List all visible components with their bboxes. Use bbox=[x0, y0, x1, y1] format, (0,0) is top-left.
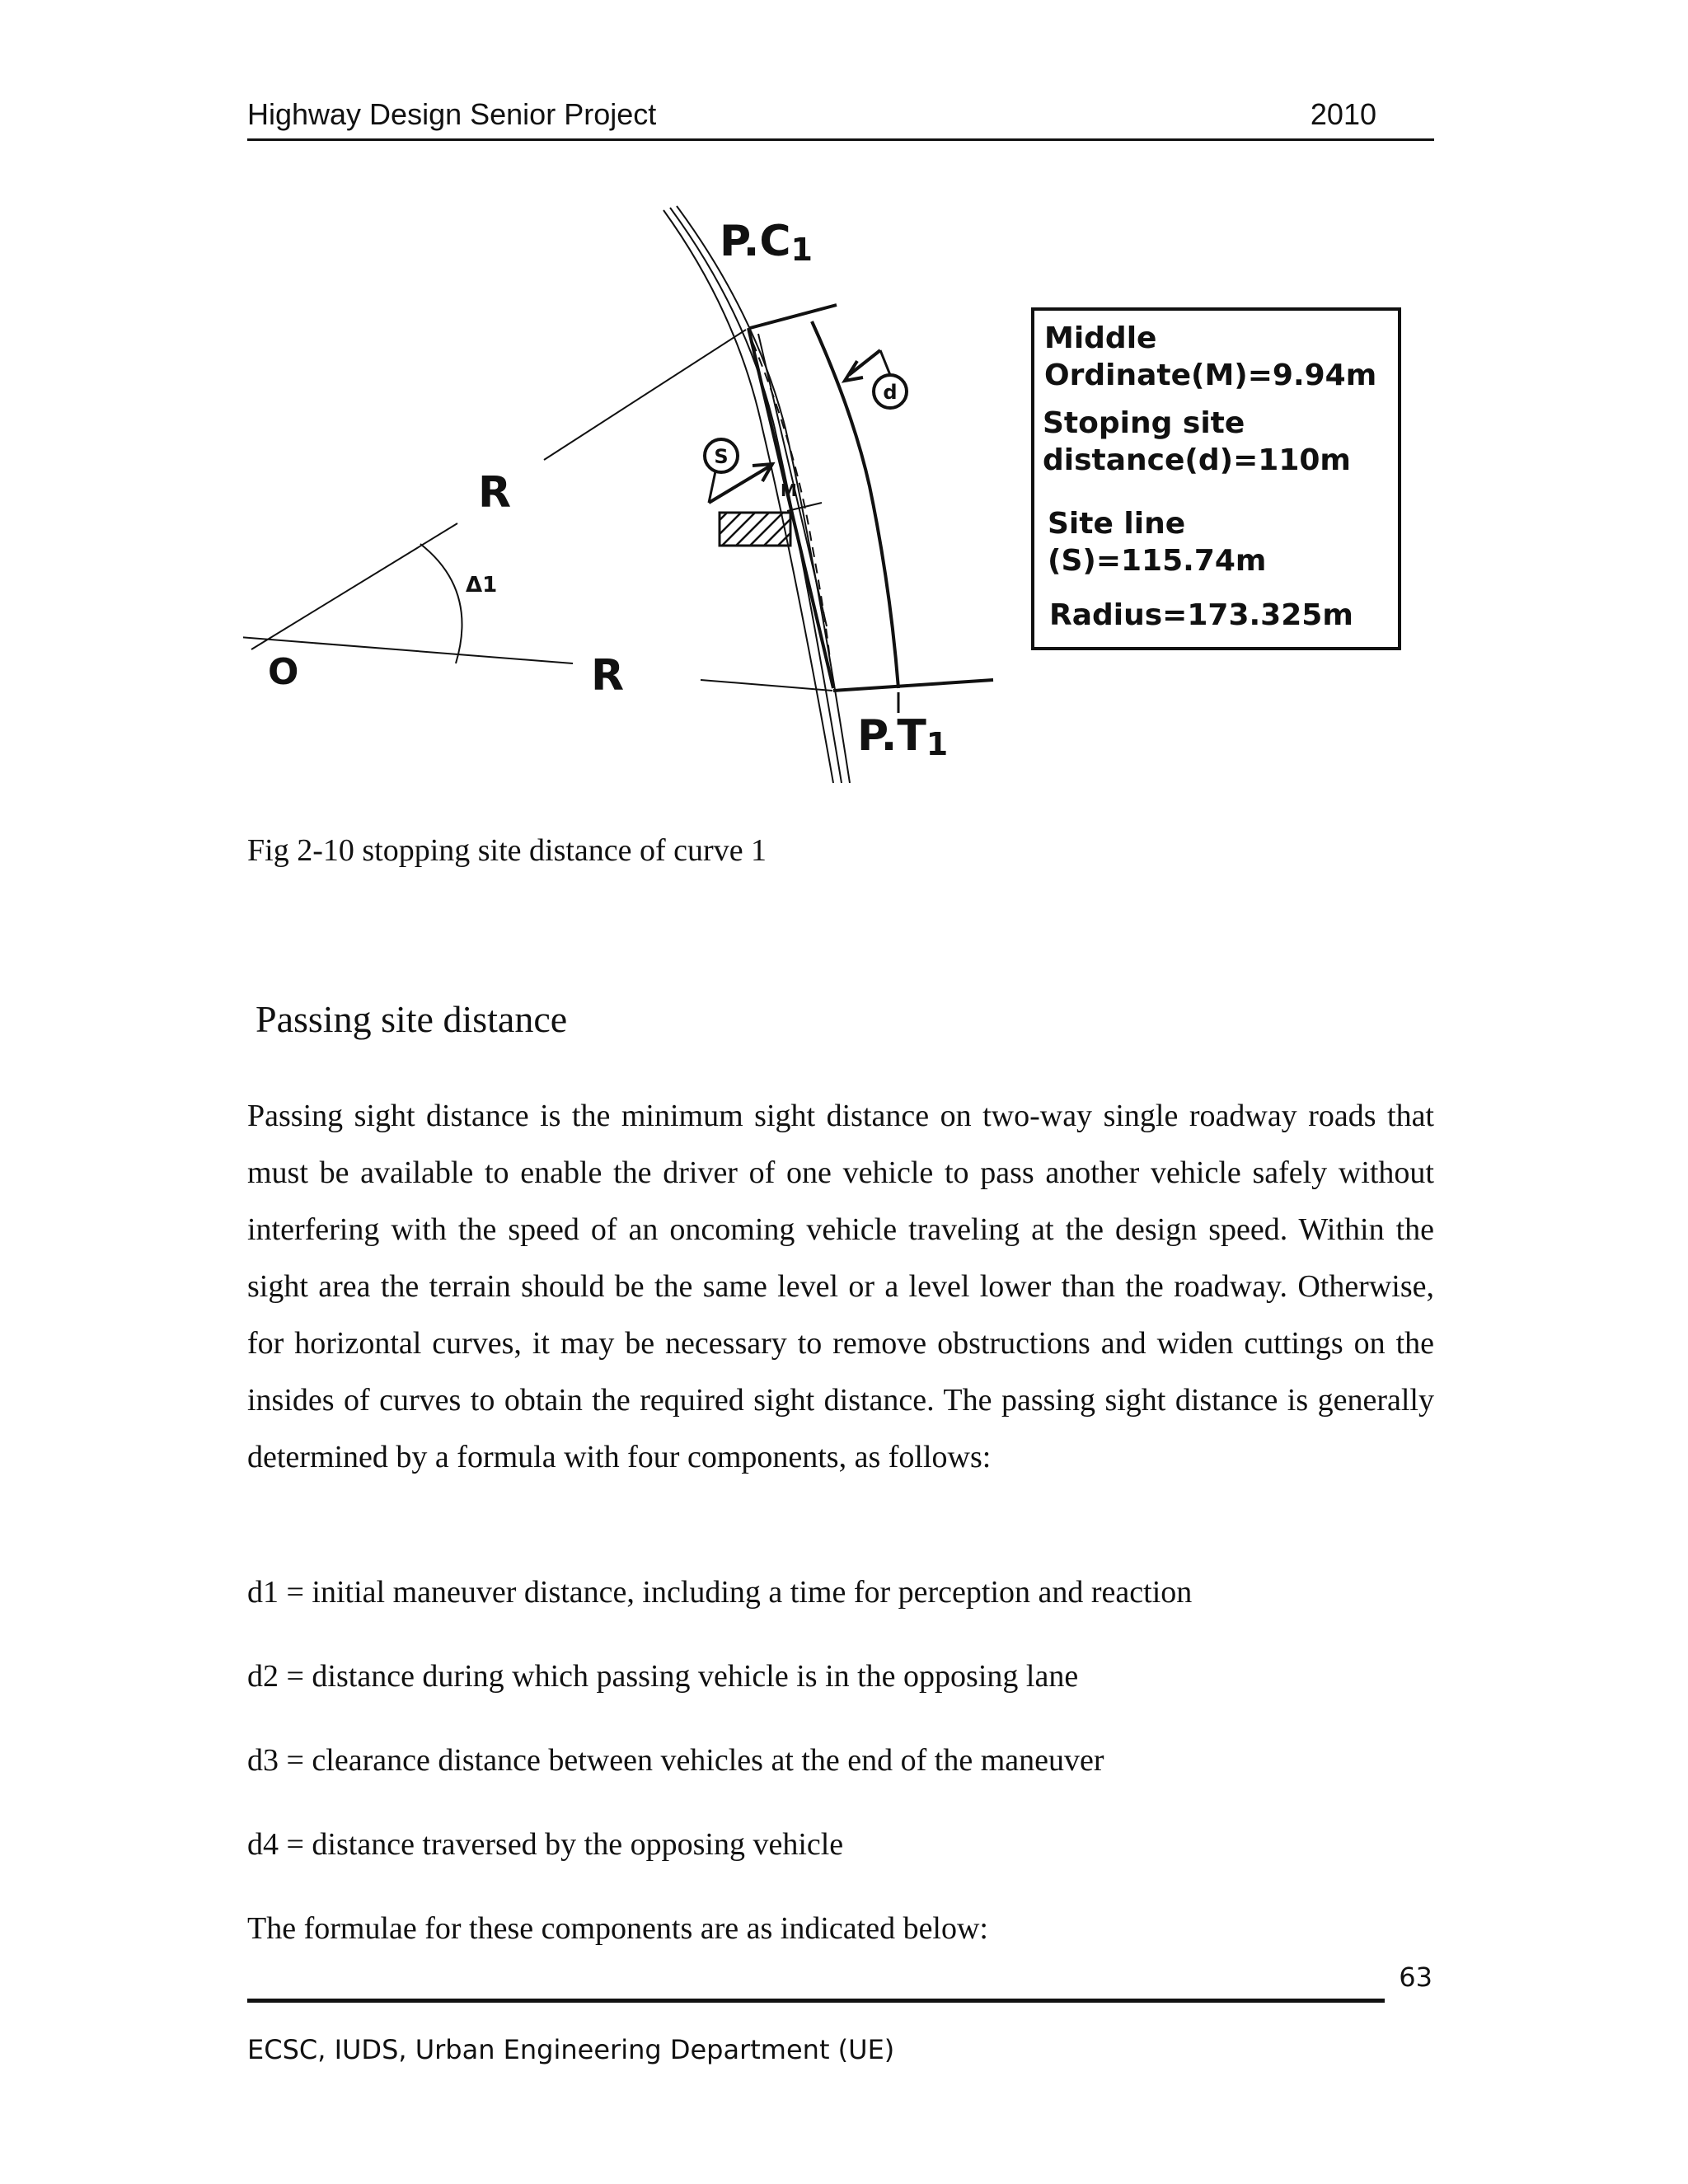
pt-label: P.T1 bbox=[857, 711, 949, 762]
info-line-7: Radius=173.325m bbox=[1049, 598, 1353, 632]
definition-d4: d4 = distance traversed by the opposing vehicle bbox=[247, 1827, 844, 1862]
info-line-6: (S)=115.74m bbox=[1048, 544, 1267, 578]
footer-text: ECSC, IUDS, Urban Engineering Department (UE) bbox=[247, 2034, 895, 2065]
definition-d1: d1 = initial maneuver distance, including a time for perception and reaction bbox=[247, 1575, 1193, 1610]
delta-label: Δ1 bbox=[466, 573, 498, 598]
header-title: Highway Design Senior Project bbox=[247, 97, 657, 131]
page-number: 63 bbox=[1399, 1961, 1432, 1993]
obstruction-block bbox=[720, 513, 790, 546]
d-marker-label: d bbox=[883, 381, 898, 404]
footer-rule bbox=[247, 1999, 1385, 2003]
formula-intro: The formulae for these components are as indicated below: bbox=[247, 1911, 988, 1946]
radius-line-upper bbox=[251, 523, 457, 649]
d-leader bbox=[880, 350, 890, 375]
s-arrow-head bbox=[753, 464, 772, 481]
pt-tangent-tick bbox=[833, 680, 993, 691]
pc-label: P.C1 bbox=[720, 217, 813, 268]
definition-d3: d3 = clearance distance between vehicles at the end of the maneuver bbox=[247, 1743, 1104, 1778]
body-paragraph: Passing sight distance is the minimum sight distance on two-way single roadway roads that must be available to enable the driver of one vehicle to pass another vehicle safely without interfering with the speed of an oncoming vehicle traveling at the design speed. Within the sight area the terrain should be the same level or a level lower than the roadway. Otherwise, for horizontal curves, it may be necessary to remove obstructions and widen cuttings on the insides of curves to obtain the required sight distance. The passing sight distance is generally determined by a formula with four components, as follows: bbox=[247, 1099, 1434, 1474]
origin-label: O bbox=[268, 651, 299, 693]
road-edge-middle bbox=[670, 208, 842, 783]
road-edge-inner bbox=[677, 206, 850, 783]
info-line-1: Middle bbox=[1044, 321, 1157, 355]
header-year: 2010 bbox=[1310, 97, 1376, 131]
info-line-3: Stoping site bbox=[1043, 406, 1245, 440]
r-label-upper: R bbox=[478, 468, 512, 518]
r-label-lower: R bbox=[591, 651, 625, 701]
delta-angle-arc bbox=[420, 544, 462, 663]
road-edge-outer bbox=[663, 210, 833, 783]
pc-tangent-tick bbox=[750, 305, 837, 328]
info-line-2: Ordinate(M)=9.94m bbox=[1044, 359, 1377, 392]
figure-caption: Fig 2-10 stopping site distance of curve 1 bbox=[247, 833, 767, 868]
sight-line bbox=[748, 328, 833, 688]
definition-d2: d2 = distance during which passing vehicle is in the opposing lane bbox=[247, 1659, 1079, 1694]
info-line-5: Site line bbox=[1048, 507, 1186, 541]
m-marker-label: M bbox=[781, 480, 797, 500]
radius-line-lower-extension bbox=[701, 680, 832, 691]
running-header bbox=[247, 97, 1434, 141]
d-arrow-line bbox=[849, 350, 880, 375]
curve-sight-distance-figure bbox=[243, 198, 1438, 791]
info-line-4: distance(d)=110m bbox=[1043, 443, 1351, 477]
s-marker-label: S bbox=[714, 445, 729, 468]
section-title: Passing site distance bbox=[256, 998, 568, 1040]
